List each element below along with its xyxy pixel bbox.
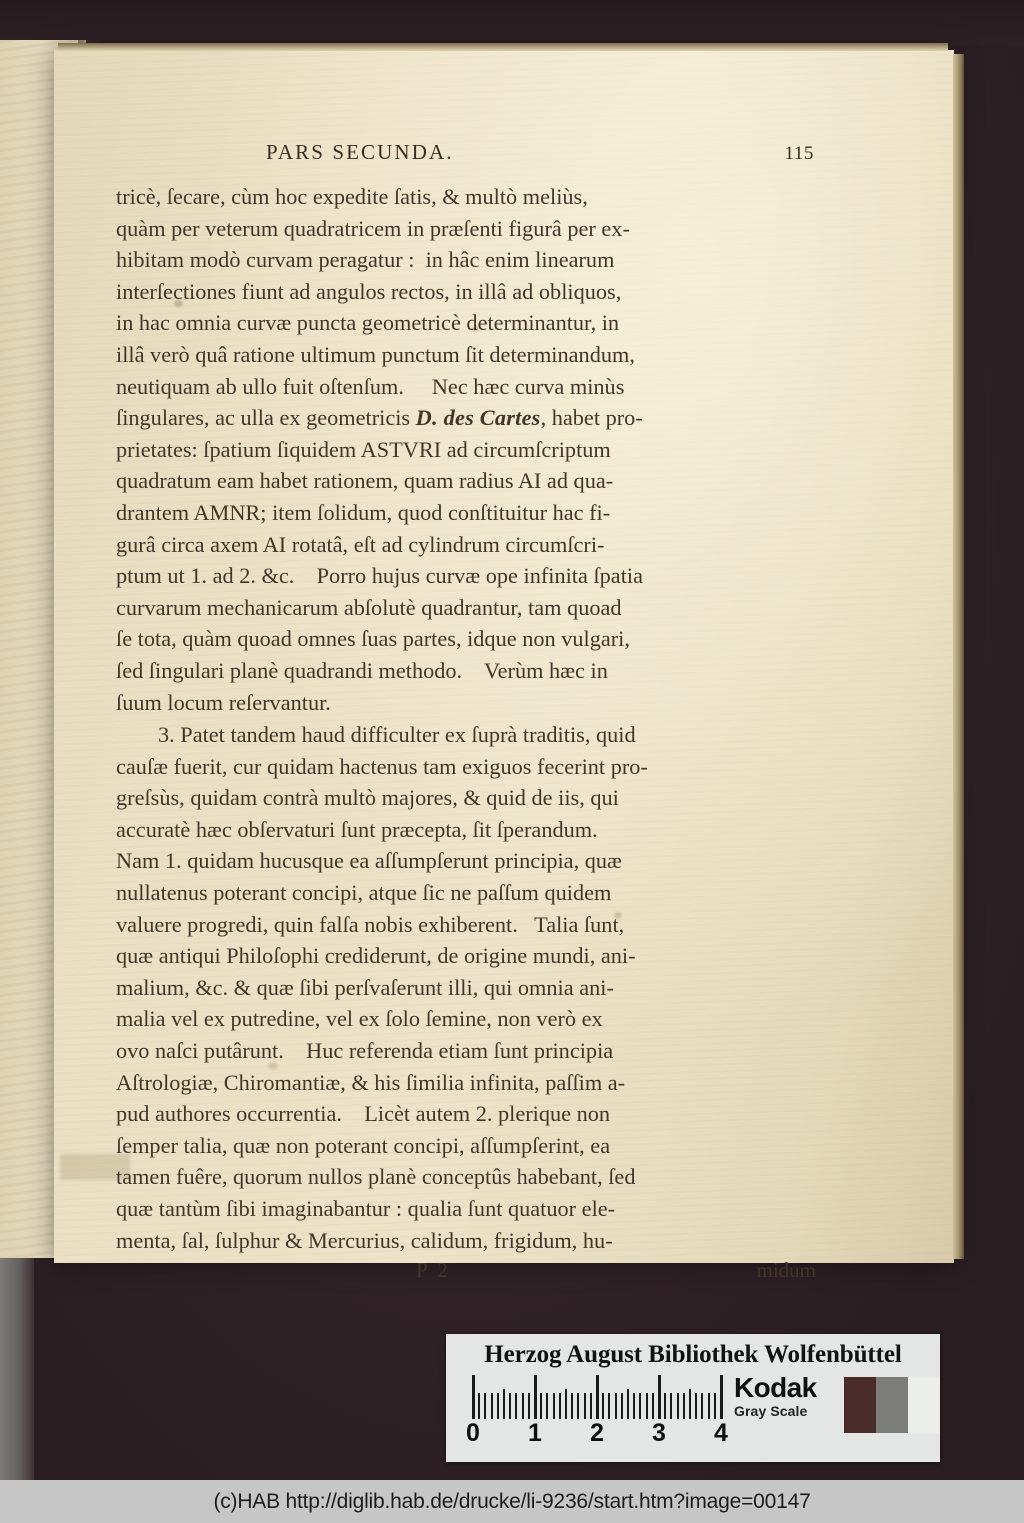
ruler-tick <box>695 1393 697 1419</box>
caption-bar <box>0 1480 1024 1523</box>
kodak-gray-scale <box>734 1373 838 1419</box>
text-line: ſuum locum reſervantur. <box>116 689 331 715</box>
text-line: quàm per veterum quadratricem in præſenti figurâ per ex- <box>116 215 630 241</box>
source-caption: (c)HAB http://diglib.hab.de/drucke/li-9236/start.htm?image=00147 <box>213 1489 811 1513</box>
text-line: 3. Patet tandem haud difficulter ex ſuprà traditis, quid <box>158 722 636 748</box>
text-line: drantem AMNR; item ſolidum, quod conſtituitur hac fi- <box>116 499 611 525</box>
page-footline <box>116 1258 816 1288</box>
text-line: Aſtrologiæ, Chiromantiæ, & his ſimilia infinita, paſſim a- <box>116 1069 626 1095</box>
text-line: quæ antiqui Philoſophi crediderunt, de origine mundi, ani- <box>116 943 636 969</box>
text-line: malia vel ex putredine, vel ex ſolo ſemine, non verò ex <box>116 1006 603 1032</box>
page-number: 115 <box>784 143 814 164</box>
background-left-strip <box>0 1250 34 1480</box>
ruler-tick <box>670 1393 672 1419</box>
italic-proper-name: D. des Cartes <box>415 405 541 431</box>
binding-top-shadow <box>0 0 1024 46</box>
page-top-edge <box>58 43 948 51</box>
paragraph-continuation <box>116 181 816 718</box>
ruler-tick <box>608 1393 610 1419</box>
text-line: greſsùs, quidam contrà multò majores, & quid de iis, qui <box>116 785 619 811</box>
text-line: menta, ſal, ſulphur & Mercurius, calidum, frigidum, hu- <box>116 1227 613 1253</box>
text-line: quæ tantùm ſibi imaginabantur : qualia ſunt quatuor ele- <box>116 1196 616 1221</box>
ruler-tick <box>646 1393 648 1419</box>
ruler-tick <box>491 1393 493 1419</box>
ruler-tick <box>602 1393 604 1419</box>
text-line: valuere progredi, quin falſa nobis exhiberent. Talia ſunt, <box>116 911 625 937</box>
dark-patch <box>844 1377 876 1433</box>
running-head-title: PARS SECUNDA. <box>266 140 454 164</box>
ruler-tick <box>546 1393 548 1419</box>
calibration-target <box>446 1334 940 1462</box>
page-fore-edge <box>953 54 964 1259</box>
ruler-label: 4 <box>714 1419 728 1447</box>
ruler-label: 2 <box>590 1419 604 1447</box>
ruler-tick <box>689 1389 691 1419</box>
ruler-tick <box>553 1393 555 1419</box>
text-line: neutiquam ab ullo fuit oſtenſum. Nec hæc curva minùs <box>116 373 625 399</box>
ruler-tick <box>639 1393 641 1419</box>
printed-text-block <box>116 140 816 1288</box>
signature-mark: P 2 <box>416 1258 451 1283</box>
centimeter-ruler <box>464 1373 728 1453</box>
text-line: ſingulares, ac ulla ex geometricis D. des Cartes, habet pro- <box>116 405 643 431</box>
text-line: hibitam modò curvam peragatur : in hâc enim linearum <box>116 247 615 273</box>
running-head <box>116 140 816 165</box>
target-lower-row <box>446 1369 940 1453</box>
text-line: tricè, ſecare, cùm hoc expedite ſatis, & multò meliùs, <box>116 184 588 209</box>
book-page-recto <box>54 50 954 1283</box>
kodak-subtitle: Gray Scale <box>734 1403 808 1419</box>
ruler-tick <box>565 1389 567 1419</box>
text-line: tamen fuêre, quorum nullos planè conceptûs habebant, ſed <box>116 1164 636 1190</box>
ruler-tick <box>627 1389 629 1419</box>
mid-gray-patch <box>876 1377 908 1433</box>
text-line: nullatenus poterant concipi, atque ſic ne paſſum quidem <box>116 880 612 906</box>
white-patch <box>908 1377 940 1433</box>
catchword: midum <box>756 1258 816 1283</box>
text-line: accuratè hæc obſervaturi ſunt præcepta, ſit ſperandum. <box>116 816 598 842</box>
gray-scale-patches <box>844 1377 940 1433</box>
ruler-tick <box>590 1393 592 1419</box>
text-line: ovo naſci putârunt. Huc referenda etiam ſunt principia <box>116 1038 614 1064</box>
ruler-tick <box>503 1389 505 1419</box>
ruler-tick <box>522 1393 524 1419</box>
text-line: prietates: ſpatium ſiquidem ASTVRI ad circumſcriptum <box>116 436 611 462</box>
ruler-tick <box>540 1393 542 1419</box>
text-line: curvarum mechanicarum abſolutè quadrantur, tam quoad <box>116 594 622 620</box>
kodak-brand-label: Kodak <box>734 1372 817 1403</box>
ruler-label: 1 <box>528 1419 542 1447</box>
ruler-tick <box>658 1375 661 1419</box>
ruler-ticks <box>464 1373 722 1419</box>
ruler-tick <box>720 1375 723 1419</box>
ruler-tick <box>472 1375 475 1419</box>
text-line: interſectiones fiunt ad angulos rectos, in illâ ad obliquos, <box>116 278 622 304</box>
ruler-tick <box>708 1393 710 1419</box>
ruler-tick <box>484 1393 486 1419</box>
text-line: malium, &c. & quæ ſibi perſvaſerunt illi, qui omnia ani- <box>116 974 614 1000</box>
text-line: ſemper talia, quæ non poterant concipi, aſſumpſerint, ea <box>116 1132 611 1158</box>
ruler-tick <box>584 1393 586 1419</box>
ruler-tick <box>534 1375 537 1419</box>
text-line: pud authores occurrentia. Licèt autem 2. plerique non <box>116 1101 611 1127</box>
ruler-label: 3 <box>652 1419 666 1447</box>
text-line: quadratum eam habet rationem, quam radius AI ad qua- <box>116 468 614 494</box>
ruler-tick <box>509 1393 511 1419</box>
ruler-tick <box>478 1393 480 1419</box>
paragraph-section-3 <box>116 719 816 1256</box>
text-line: gurâ circa axem AI rotatâ, eſt ad cylindrum circumſcri- <box>116 531 605 557</box>
ruler-tick <box>571 1393 573 1419</box>
text-line: ſe tota, quàm quoad omnes ſuas partes, idque non vulgari, <box>116 626 630 652</box>
ruler-tick <box>664 1393 666 1419</box>
ruler-tick <box>677 1393 679 1419</box>
ruler-tick <box>559 1393 561 1419</box>
ruler-tick <box>652 1393 654 1419</box>
ruler-tick <box>714 1393 716 1419</box>
ruler-tick <box>528 1393 530 1419</box>
ruler-tick <box>515 1393 517 1419</box>
ruler-tick <box>701 1393 703 1419</box>
ruler-label: 0 <box>466 1419 480 1447</box>
text-line: Nam 1. quidam hucusque ea aſſumpſerunt principia, quæ <box>116 848 622 874</box>
ruler-tick <box>497 1393 499 1419</box>
library-name: Herzog August Bibliothek Wolfenbüttel <box>484 1341 902 1368</box>
text-line: illâ verò quâ ratione ultimum punctum ſit determinandum, <box>116 341 635 367</box>
text-line: cauſæ fuerit, cur quidam hactenus tam exiguos fecerint pro- <box>116 753 648 779</box>
text-line: ſed ſingulari planè quadrandi methodo. Verùm hæc in <box>116 657 608 683</box>
ruler-tick <box>633 1393 635 1419</box>
ruler-tick <box>683 1393 685 1419</box>
text-line: ptum ut 1. ad 2. &c. Porro hujus curvæ ope infinita ſpatia <box>116 563 643 589</box>
ruler-tick <box>615 1393 617 1419</box>
ruler-tick <box>577 1393 579 1419</box>
ruler-labels <box>464 1419 728 1449</box>
ruler-tick <box>596 1375 599 1419</box>
text-line: in hac omnia curvæ puncta geometricè determinantur, in <box>116 310 620 336</box>
ruler-tick <box>621 1393 623 1419</box>
